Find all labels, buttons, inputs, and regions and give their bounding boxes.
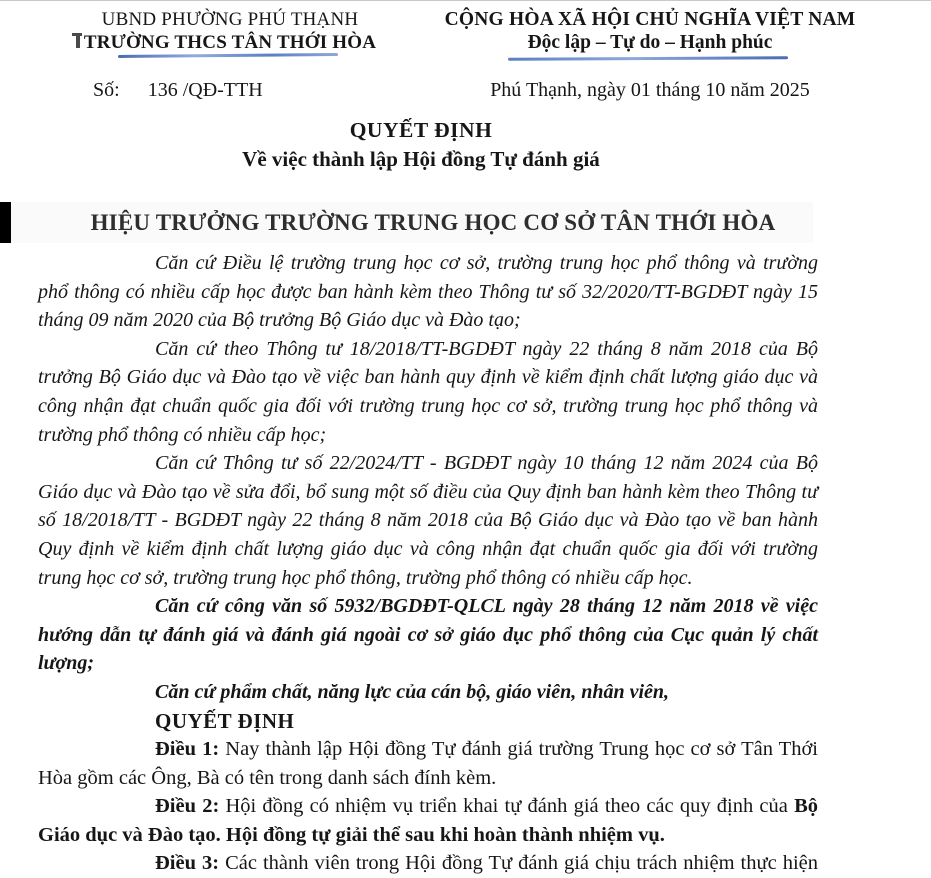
org-underline [118, 53, 338, 58]
doc-number-value: 136 /QĐ-TTH [147, 79, 263, 101]
issuing-org-block [40, 8, 420, 54]
issuer-heading-band [11, 202, 813, 243]
article-2-text: Hội đồng có nhiệm vụ triển khai tự đánh giá theo các quy định của [219, 795, 795, 818]
org-school-name: TRƯỜNG THCS TÂN THỚI HÒA [83, 32, 377, 53]
article-3 [38, 849, 818, 878]
preamble-paragraph: Căn cứ Điều lệ trường trung học cơ sở, trường trung học phổ thông và trường phổ thông có nhiều cấp học được ban hành kèm theo Thông tư số 32/2020/TT-BGDĐT ngày 15 tháng 09 năm 2020 của Bộ trưởng Bộ Giáo dục và Đào tạo; [38, 252, 818, 332]
document-title: QUYẾT ĐỊNH [349, 118, 493, 142]
article-1-label: Điều 1: [155, 738, 220, 761]
document-number [93, 79, 263, 102]
scan-edge-line [0, 0, 931, 1]
preamble-paragraph: Căn cứ công văn số 5932/BGDĐT-QLCL ngày 28 tháng 12 năm 2018 về việc hướng dẫn tự đánh giá và đánh giá ngoài cơ sở giáo dục phổ thông của Cục quản lý chất lượng; [38, 595, 818, 675]
doc-number-label: Số: [93, 79, 120, 101]
article-1-text: Nay thành lập Hội đồng Tự đánh giá trường Trung học cơ sở Tân Thới Hòa gồm các Ông, Bà có tên trong danh sách đính kèm. [38, 738, 818, 789]
articles-section [38, 735, 818, 878]
national-title: CỘNG HÒA XÃ HỘI CHỦ NGHĨA VIỆT NAM [444, 9, 856, 30]
place-and-date: Phú Thạnh, ngày 01 tháng 10 năm 2025 [490, 79, 810, 101]
decision-heading: QUYẾT ĐỊNH [155, 708, 295, 733]
article-1 [38, 735, 818, 792]
org-parent-name: UBND PHƯỜNG PHÚ THẠNH [101, 9, 359, 30]
article-2-bold-text: Bộ Giáo dục và Đào tạo. Hội đồng tự giải thể sau khi hoàn thành nhiệm vụ. [38, 795, 818, 846]
scan-black-bar [0, 202, 11, 243]
article-2 [38, 792, 818, 849]
motto-underline [508, 56, 788, 60]
national-motto: Độc lập – Tự do – Hạnh phúc [527, 32, 773, 53]
document-title-block [0, 116, 842, 174]
article-3-label: Điều 3: [155, 852, 220, 875]
article-2-label: Điều 2: [155, 795, 220, 818]
national-header-block [440, 8, 860, 54]
document-subtitle: Về việc thành lập Hội đồng Tự đánh giá [242, 147, 600, 171]
preamble-section [38, 249, 818, 707]
preamble-paragraph: Căn cứ Thông tư số 22/2024/TT - BGDĐT ngày 10 tháng 12 năm 2024 của Bộ Giáo dục và Đào tạo về sửa đổi, bổ sung một số điều của Quy định ban hành kèm theo Thông tư số 18/2018/TT - BGDĐT ngày 22 tháng 8 năm 2018 của Bộ Giáo dục và Đào tạo về ban hành Quy định về kiểm định chất lượng giáo dục và công nhận đạt chuẩn quốc gia đối với trường trung học cơ sở, trường trung học phổ thông, trường phổ thông có nhiều cấp học. [38, 452, 818, 589]
issuer-heading: HIỆU TRƯỞNG TRƯỜNG TRUNG HỌC CƠ SỞ TÂN THỚI HÒA [90, 209, 776, 235]
document-body [38, 249, 818, 878]
preamble-paragraph: Căn cứ theo Thông tư 18/2018/TT-BGDĐT ngày 22 tháng 8 năm 2018 của Bộ trưởng Bộ Giáo dục và Đào tạo về việc ban hành quy định về kiểm định chất lượng giáo dục và công nhận đạt chuẩn quốc gia đối với trường trung học cơ sở, trường trung học phổ thông và trường phổ thông có nhiều cấp học; [38, 337, 818, 446]
preamble-paragraph: Căn cứ phẩm chất, năng lực của cán bộ, giáo viên, nhân viên, [155, 680, 670, 703]
article-3-text: Các thành viên trong Hội đồng Tự đánh giá chịu trách nhiệm thực hiện [219, 852, 819, 875]
